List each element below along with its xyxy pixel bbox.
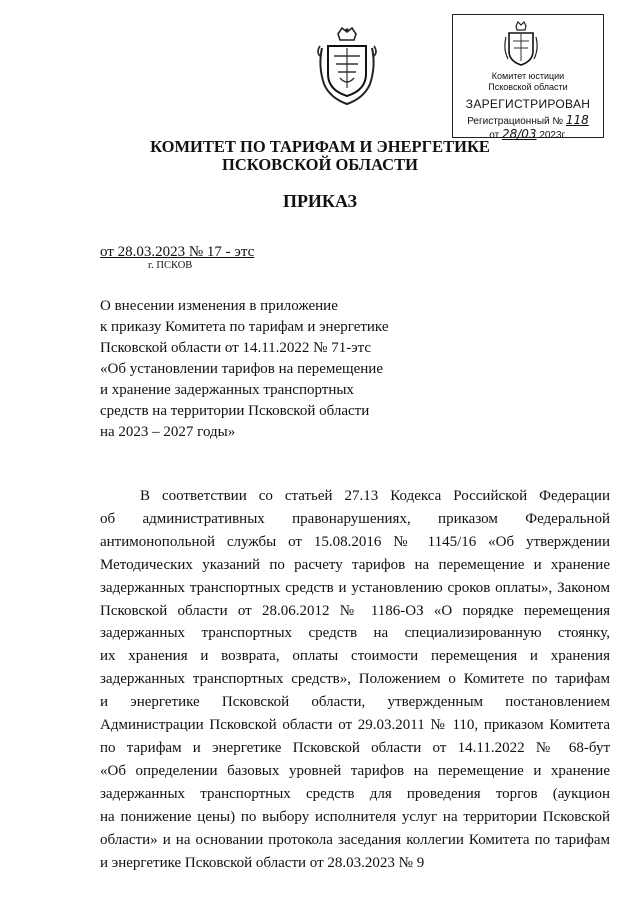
- body-line: об административных правонарушениях, приказом Федеральной: [100, 510, 610, 527]
- document-date-number: от 28.03.2023 № 17 - этс: [100, 244, 255, 260]
- body-line: области» и на основании протокола заседания коллегии Комитета по тарифам: [100, 831, 610, 848]
- committee-title-line1: КОМИТЕТ ПО ТАРИФАМ И ЭНЕРГЕТИКЕ: [150, 137, 490, 156]
- document-body: [100, 485, 610, 874]
- stamp-reg-number: 118: [565, 113, 589, 127]
- body-line: и энергетике Псковской области от 28.03.2023 № 9: [100, 854, 425, 871]
- body-line: по тарифам и энергетике Псковской области от 14.11.2022 № 68-бут: [100, 739, 610, 756]
- body-line: и энергетике Псковской области, утвержденным постановлением: [100, 694, 610, 711]
- document-city: г. ПСКОВ: [148, 260, 193, 271]
- body-line: задержанных транспортных средств для проведения торгов (аукцион: [100, 785, 610, 802]
- stamp-status: ЗАРЕГИСТРИРОВАН: [465, 97, 591, 111]
- body-line: их хранения и возврата, оплаты стоимости перемещения и хранения: [100, 648, 610, 665]
- subject-line: «Об установлении тарифов на перемещение: [100, 361, 383, 377]
- document-subject: [100, 296, 420, 443]
- registration-stamp: [452, 14, 604, 141]
- coat-of-arms-emblem: [316, 26, 378, 108]
- subject-line: Псковской области от 14.11.2022 № 71-этс: [100, 340, 372, 356]
- body-line: задержанных транспортных средств на специализированную стоянку,: [100, 625, 610, 642]
- subject-line: к приказу Комитета по тарифам и энергетике: [100, 319, 389, 335]
- body-line: задержанных транспортных средств», Положением о Комитете по тарифам: [100, 671, 610, 688]
- stamp-emblem-icon: [503, 21, 539, 69]
- committee-title-line2: ПСКОВСКОЙ ОБЛАСТИ: [222, 155, 418, 174]
- subject-line: средств на территории Псковской области: [100, 403, 370, 419]
- stamp-year: 2023г.: [539, 130, 567, 141]
- stamp-org-line1: Комитет юстиции: [491, 71, 565, 81]
- body-line: В соответствии со статьей 27.13 Кодекса Российской Федерации: [140, 488, 610, 504]
- body-line: «Об определении базовых уровней тарифов на перемещение и хранение: [100, 762, 610, 779]
- stamp-org-line2: Псковской области: [488, 82, 568, 92]
- body-line: на понижение цены) по выбору исполнителя услуг на территории Псковской: [100, 808, 610, 825]
- body-line: антимонопольной службы от 15.08.2016 № 1145/16 «Об утверждении: [100, 533, 610, 550]
- subject-line: на 2023 – 2027 годы»: [100, 424, 236, 440]
- document-type: ПРИКАЗ: [282, 191, 358, 211]
- subject-line: и хранение задержанных транспортных: [100, 382, 354, 398]
- subject-line: О внесении изменения в приложение: [100, 298, 338, 314]
- stamp-date-prefix: от: [489, 130, 500, 141]
- body-line: Методических указаний по расчету тарифов на перемещение и хранение: [100, 556, 610, 573]
- body-line: Псковской области от 28.06.2012 № 1186-ОЗ «О порядке перемещения: [100, 602, 610, 619]
- stamp-reg-label: Регистрационный №: [467, 116, 564, 127]
- stamp-reg-number-line: [453, 113, 603, 127]
- body-line: задержанных транспортных средств и установлению сроков оплаты», Законом: [100, 579, 610, 596]
- body-line: Администрации Псковской области от 29.03.2011 № 110, приказом Комитета: [100, 717, 610, 734]
- stamp-date-value: 28/03: [501, 127, 537, 141]
